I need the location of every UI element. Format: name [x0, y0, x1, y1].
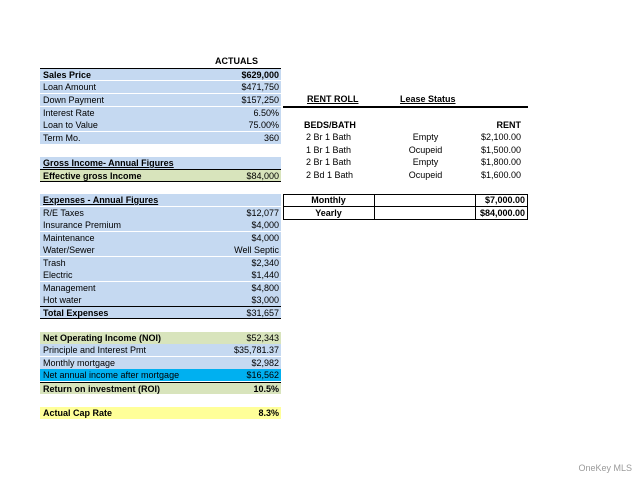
- expense-label: Maintenance: [43, 233, 95, 243]
- expense-label: Hot water: [43, 295, 82, 305]
- yearly-value: $84,000.00: [479, 208, 525, 218]
- unit-beds: 2 Br 1 Bath: [306, 132, 352, 142]
- sales-price-label: Sales Price: [43, 70, 92, 80]
- sales-price-row: [40, 68, 281, 80]
- expenses-heading-row: [40, 194, 281, 206]
- expense-row: [40, 219, 281, 231]
- expense-value: $4,000: [251, 220, 279, 230]
- expense-row: [40, 244, 281, 256]
- term-row: [40, 132, 281, 144]
- cap-rate-label: Actual Cap Rate: [43, 408, 113, 418]
- expense-row: [40, 282, 281, 294]
- loan-to-value-value: 75.00%: [248, 120, 279, 130]
- down-payment-label: Down Payment: [43, 95, 105, 105]
- expense-value: $1,440: [251, 270, 279, 280]
- monthly-mortgage-label: Monthly mortgage: [43, 358, 116, 368]
- unit-beds: 1 Br 1 Bath: [306, 145, 352, 155]
- expense-value: $4,800: [251, 283, 279, 293]
- rent-roll-table: [283, 93, 528, 223]
- totals-divider: [374, 194, 375, 220]
- total-expenses-value: $31,657: [246, 308, 279, 318]
- interest-rate-row: [40, 107, 281, 119]
- noi-row: [40, 332, 281, 344]
- expenses-heading: Expenses - Annual Figures: [43, 195, 159, 205]
- unit-beds: 2 Bd 1 Bath: [306, 170, 354, 180]
- loan-amount-row: [40, 81, 281, 93]
- unit-status: Empty: [412, 132, 439, 142]
- down-payment-value: $157,250: [241, 95, 279, 105]
- gross-income-heading: Gross Income- Annual Figures: [43, 158, 174, 168]
- lease-status-header: Lease Status: [400, 94, 456, 104]
- onekey-mls-watermark: OneKey MLS: [578, 463, 632, 473]
- roi-value: 10.5%: [253, 384, 279, 394]
- effective-gross-income-value: $84,000: [246, 171, 279, 181]
- beds-bath-header: BEDS/BATH: [304, 120, 356, 130]
- expense-value: $2,340: [251, 258, 279, 268]
- loan-to-value-row: [40, 119, 281, 131]
- monthly-mortgage-value: $2,982: [251, 358, 279, 368]
- roi-row: [40, 382, 281, 394]
- net-annual-income-row: [40, 369, 281, 381]
- interest-rate-value: 6.50%: [253, 108, 279, 118]
- pi-payment-label: Principle and Interest Pmt: [43, 345, 147, 355]
- expense-value: $4,000: [251, 233, 279, 243]
- unit-status: Ocupeid: [408, 170, 443, 180]
- cap-rate-value: 8.3%: [258, 408, 279, 418]
- rent-roll-title: RENT ROLL: [307, 94, 359, 104]
- expense-label: R/E Taxes: [43, 208, 84, 218]
- sales-price-value: $629,000: [241, 70, 279, 80]
- term-value: 360: [263, 133, 279, 143]
- expense-value: $3,000: [251, 295, 279, 305]
- loan-to-value-label: Loan to Value: [43, 120, 98, 130]
- expense-label: Water/Sewer: [43, 245, 95, 255]
- loan-amount-label: Loan Amount: [43, 82, 97, 92]
- expense-row: [40, 232, 281, 244]
- unit-rent: $2,100.00: [480, 132, 521, 142]
- expense-row: [40, 257, 281, 269]
- expense-label: Management: [43, 283, 96, 293]
- total-expenses-label: Total Expenses: [43, 308, 109, 318]
- rent-roll-header-row: [283, 93, 528, 108]
- expense-label: Insurance Premium: [43, 220, 122, 230]
- monthly-label: Monthly: [311, 195, 346, 205]
- yearly-label: Yearly: [315, 208, 342, 218]
- pi-payment-value: $35,781.37: [233, 345, 279, 355]
- unit-rent: $1,600.00: [480, 170, 521, 180]
- pi-payment-row: [40, 344, 281, 356]
- expense-row: [40, 269, 281, 281]
- unit-beds: 2 Br 1 Bath: [306, 157, 352, 167]
- down-payment-row: [40, 94, 281, 106]
- interest-rate-label: Interest Rate: [43, 108, 95, 118]
- cap-rate-row: [40, 407, 281, 419]
- expense-value: Well Septic: [234, 245, 279, 255]
- unit-status: Ocupeid: [408, 145, 443, 155]
- total-expenses-row: [40, 306, 281, 319]
- net-annual-income-label: Net annual income after mortgage: [43, 370, 180, 380]
- effective-gross-income-label: Effective gross Income: [43, 171, 142, 181]
- unit-rent: $1,800.00: [480, 157, 521, 167]
- loan-amount-value: $471,750: [241, 82, 279, 92]
- term-label: Term Mo.: [43, 133, 81, 143]
- roi-label: Return on investment (ROI): [43, 384, 161, 394]
- rent-header: RENT: [496, 120, 521, 130]
- expense-row: [40, 294, 281, 306]
- actuals-header: ACTUALS: [215, 56, 258, 66]
- noi-value: $52,343: [246, 333, 279, 343]
- expense-row: [40, 207, 281, 219]
- gross-income-heading-row: [40, 157, 281, 169]
- monthly-mortgage-row: [40, 357, 281, 369]
- expense-value: $12,077: [246, 208, 279, 218]
- noi-label: Net Operating Income (NOI): [43, 333, 162, 343]
- monthly-value: $7,000.00: [484, 195, 525, 205]
- expense-label: Trash: [43, 258, 66, 268]
- expense-label: Electric: [43, 270, 73, 280]
- unit-rent: $1,500.00: [480, 145, 521, 155]
- net-annual-income-value: $16,562: [246, 370, 279, 380]
- unit-status: Empty: [412, 157, 439, 167]
- effective-gross-income-row: [40, 169, 281, 182]
